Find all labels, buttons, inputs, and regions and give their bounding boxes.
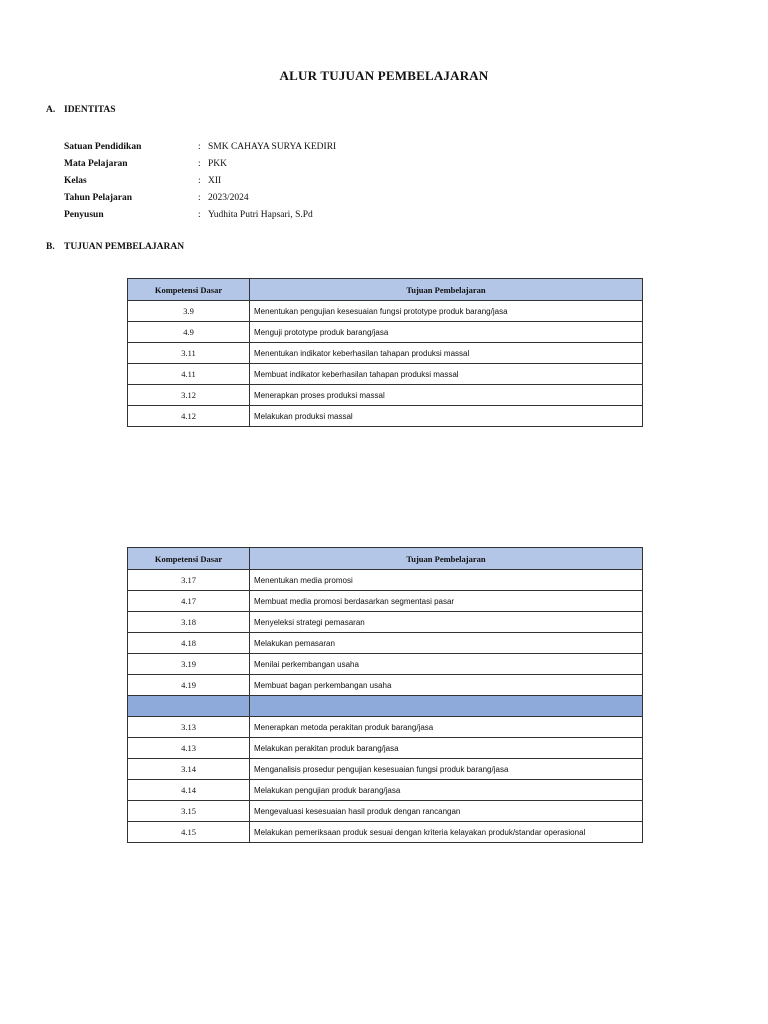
tujuan-pembelajaran-cell [250,696,643,717]
identity-separator: : [198,141,201,152]
tujuan-pembelajaran-cell: Melakukan produksi massal [250,406,643,427]
table-row [128,570,643,591]
kompetensi-dasar-cell: 4.19 [128,675,250,696]
tujuan-pembelajaran-cell: Membuat media promosi berdasarkan segmentasi pasar [250,591,643,612]
identity-value: 2023/2024 [208,192,249,203]
kompetensi-dasar-cell: 3.9 [128,301,250,322]
identity-label: Satuan Pendidikan [64,141,142,152]
identity-label: Penyusun [64,209,104,220]
identity-separator: : [198,192,201,203]
table-row [128,406,643,427]
identity-row [64,172,336,189]
section-b-heading [46,242,184,252]
kompetensi-dasar-cell: 3.18 [128,612,250,633]
kompetensi-dasar-cell: 4.18 [128,633,250,654]
table-row [128,822,643,843]
identity-value: XII [208,175,222,186]
tujuan-pembelajaran-cell: Membuat indikator keberhasilan tahapan produksi massal [250,364,643,385]
identity-separator: : [198,175,201,186]
kompetensi-dasar-cell: 3.11 [128,343,250,364]
kompetensi-dasar-cell: 4.9 [128,322,250,343]
section-b-letter: B. [46,242,55,252]
table-row [128,780,643,801]
table-row [128,675,643,696]
identity-label: Kelas [64,175,87,186]
identity-value: SMK CAHAYA SURYA KEDIRI [208,141,337,152]
table-header-row [128,548,643,570]
table-row [128,322,643,343]
identity-row [64,138,336,155]
table-spacer-row [128,696,643,717]
kompetensi-dasar-cell [128,696,250,717]
table-row [128,591,643,612]
tujuan-pembelajaran-cell: Menilai perkembangan usaha [250,654,643,675]
table-row [128,301,643,322]
kompetensi-dasar-cell: 3.17 [128,570,250,591]
tujuan-pembelajaran-cell: Menganalisis prosedur pengujian kesesuaian fungsi produk barang/jasa [250,759,643,780]
table-row [128,343,643,364]
kompetensi-dasar-cell: 4.15 [128,822,250,843]
kompetensi-dasar-cell: 4.11 [128,364,250,385]
tujuan-pembelajaran-cell: Menentukan media promosi [250,570,643,591]
section-a-letter: A. [46,105,56,115]
tujuan-pembelajaran-cell: Mengevaluasi kesesuaian hasil produk dengan rancangan [250,801,643,822]
kompetensi-dasar-cell: 3.13 [128,717,250,738]
kompetensi-dasar-cell: 3.15 [128,801,250,822]
kompetensi-dasar-cell: 4.13 [128,738,250,759]
kompetensi-dasar-cell: 3.19 [128,654,250,675]
tujuan-pembelajaran-cell: Melakukan perakitan produk barang/jasa [250,738,643,759]
table-row [128,633,643,654]
identity-value: Yudhita Putri Hapsari, S.Pd [208,209,313,220]
section-a-label: IDENTITAS [64,105,116,115]
table-row [128,717,643,738]
table-row [128,759,643,780]
table-row [128,364,643,385]
kompetensi-dasar-cell: 4.12 [128,406,250,427]
header-kompetensi-dasar: Kompetensi Dasar [128,548,250,570]
header-tujuan-pembelajaran: Tujuan Pembelajaran [250,279,643,301]
table-row [128,738,643,759]
header-kompetensi-dasar: Kompetensi Dasar [128,279,250,301]
tujuan-pembelajaran-cell: Menerapkan metoda perakitan produk barang/jasa [250,717,643,738]
tujuan-pembelajaran-cell: Melakukan pemeriksaan produk sesuai dengan kriteria kelayakan produk/standar operasional [250,822,643,843]
table-header-row [128,279,643,301]
identity-value: PKK [208,158,228,169]
identity-label: Mata Pelajaran [64,158,128,169]
kompetensi-dasar-cell: 4.17 [128,591,250,612]
header-tujuan-pembelajaran: Tujuan Pembelajaran [250,548,643,570]
tujuan-pembelajaran-cell: Membuat bagan perkembangan usaha [250,675,643,696]
tujuan-pembelajaran-cell: Melakukan pengujian produk barang/jasa [250,780,643,801]
tujuan-pembelajaran-cell: Menentukan pengujian kesesuaian fungsi prototype produk barang/jasa [250,301,643,322]
tujuan-pembelajaran-cell: Menerapkan proses produksi massal [250,385,643,406]
identity-row [64,155,336,172]
identity-row [64,189,336,206]
kompetensi-dasar-cell: 4.14 [128,780,250,801]
table-2-body [128,570,643,843]
table-1-body [128,301,643,427]
learning-objectives-table-2 [127,547,643,843]
table-row [128,801,643,822]
kompetensi-dasar-cell: 3.14 [128,759,250,780]
kompetensi-dasar-cell: 3.12 [128,385,250,406]
section-a-heading [46,105,116,115]
tujuan-pembelajaran-cell: Melakukan pemasaran [250,633,643,654]
tujuan-pembelajaran-cell: Menguji prototype produk barang/jasa [250,322,643,343]
table-row [128,654,643,675]
learning-objectives-table-1 [127,278,643,427]
document-title: ALUR TUJUAN PEMBELAJARAN [279,68,489,83]
table-row [128,612,643,633]
tujuan-pembelajaran-cell: Menentukan indikator keberhasilan tahapan produksi massal [250,343,643,364]
identity-row [64,206,336,223]
tujuan-pembelajaran-cell: Menyeleksi strategi pemasaran [250,612,643,633]
section-b-label: TUJUAN PEMBELAJARAN [64,242,185,252]
identity-separator: : [198,209,201,220]
identity-list [64,138,336,223]
table-row [128,385,643,406]
identity-separator: : [198,158,201,169]
identity-label: Tahun Pelajaran [64,192,133,203]
